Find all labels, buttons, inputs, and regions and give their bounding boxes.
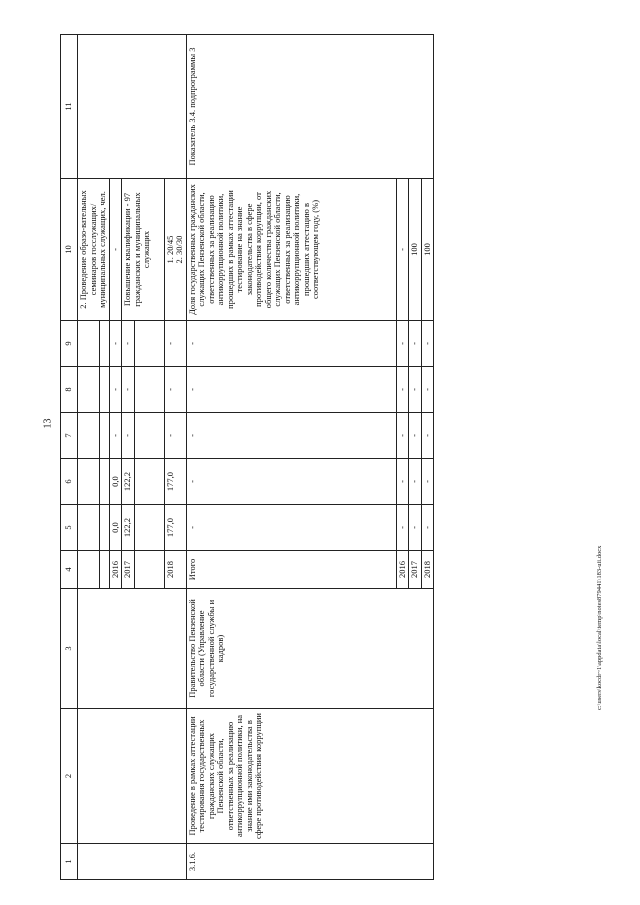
value-cell: - <box>421 459 434 505</box>
empty-cell <box>78 367 100 413</box>
empty-cell <box>78 413 100 459</box>
value-cell: - <box>109 413 122 459</box>
indicator-training: Повышение квалификации - 97 гражданских и муниципальных служащих <box>122 179 165 321</box>
value-cell: - <box>396 179 409 321</box>
value-cell: - <box>164 413 186 459</box>
value-cell: 177,0 <box>164 505 186 551</box>
value-cell: - <box>409 505 422 551</box>
empty-cell <box>99 505 109 551</box>
year-cell: 2018 <box>421 551 434 589</box>
header-cell: 1 <box>61 844 78 880</box>
empty-cell <box>78 505 100 551</box>
empty-cell <box>99 413 109 459</box>
empty-cell <box>134 367 164 413</box>
value-cell: - <box>409 321 422 367</box>
year-cell: 2017 <box>409 551 422 589</box>
page-number: 13 <box>42 418 54 429</box>
value-cell: 0,0 <box>109 505 122 551</box>
header-cell: 2 <box>61 709 78 844</box>
value-cell: - <box>421 505 434 551</box>
empty-cell <box>78 589 187 709</box>
value-cell: - <box>421 321 434 367</box>
value-cell: - <box>122 321 135 367</box>
value-cell: - <box>186 505 396 551</box>
value-cell: - <box>164 367 186 413</box>
value-cell: - <box>122 367 135 413</box>
header-cell: 5 <box>61 505 78 551</box>
header-cell: 11 <box>61 35 78 179</box>
rotated-table-container <box>60 35 600 880</box>
empty-cell <box>78 35 187 179</box>
value-cell: - <box>109 321 122 367</box>
year-cell: 2018 <box>164 551 186 589</box>
total-label: Итого <box>186 551 396 589</box>
value-cell: 100 <box>409 179 422 321</box>
header-cell: 4 <box>61 551 78 589</box>
activity-name: Проведение в рамках аттестации тестирования государственных гражданских служащих Пензенской области, ответственных за реализацию антикоррупционной политики, на знание ими законодательства в сфере противодействия коррупции <box>186 709 434 844</box>
value-cell: 177,0 <box>164 459 186 505</box>
value-cell: - <box>186 321 396 367</box>
empty-cell <box>78 844 187 880</box>
value-cell: - <box>396 505 409 551</box>
empty-cell <box>78 321 100 367</box>
value-cell: - <box>164 321 186 367</box>
empty-cell <box>134 551 164 589</box>
program-link: Показатель 3.4. подпрограммы 3 <box>186 35 434 179</box>
empty-cell <box>78 551 100 589</box>
value-cell: - <box>396 321 409 367</box>
value-cell: 122,2 <box>122 505 135 551</box>
value-cell: - <box>396 413 409 459</box>
value-cell: - <box>396 367 409 413</box>
empty-cell <box>134 321 164 367</box>
program-table <box>60 34 434 880</box>
empty-cell <box>99 551 109 589</box>
row-number: 3.1.6. <box>186 844 434 880</box>
header-cell: 10 <box>61 179 78 321</box>
executor: Правительство Пензенской области (Управление государственной службы и кадров) <box>186 589 434 709</box>
value-cell: 0,0 <box>109 459 122 505</box>
value-cell: - <box>186 459 396 505</box>
value-cell: - <box>409 367 422 413</box>
header-cell: 6 <box>61 459 78 505</box>
value-cell: - <box>109 367 122 413</box>
empty-cell <box>99 367 109 413</box>
value-cell: - <box>409 459 422 505</box>
header-cell: 8 <box>61 367 78 413</box>
value-cell: - <box>421 413 434 459</box>
value-cell: - <box>186 367 396 413</box>
header-cell: 9 <box>61 321 78 367</box>
year-cell: 2017 <box>122 551 135 589</box>
empty-cell <box>78 709 187 844</box>
header-cell: 3 <box>61 589 78 709</box>
value-cell: 100 <box>421 179 434 321</box>
empty-cell <box>134 505 164 551</box>
indicator-seminars: 2. Проведение образо-вательных семинаров госслужащих/ муниципальных служащих, чел. <box>78 179 110 321</box>
target-values: 1. 20/45 2. 30/30 <box>164 179 186 321</box>
empty-cell <box>78 459 100 505</box>
value-cell: - <box>109 179 122 321</box>
year-cell: 2016 <box>109 551 122 589</box>
value-cell: - <box>122 413 135 459</box>
value-cell: 122,2 <box>122 459 135 505</box>
value-cell: - <box>186 413 396 459</box>
header-cell: 7 <box>61 413 78 459</box>
empty-cell <box>134 459 164 505</box>
empty-cell <box>134 413 164 459</box>
indicator-testing-share: Доля государственных гражданских служащих Пензенской области, ответственных за реализацию антикоррупционной политики, прошедших в рамках аттестации тестирование на знание законодательства в сфере противодействия коррупции, от общего количества гражданских служащих Пензенской области, ответственных за реализацию антикоррупционной политики, прошедших аттестацию в соответствующем году, (%) <box>186 179 396 321</box>
empty-cell <box>99 459 109 505</box>
file-path-footer: c:\users\kocdr~1\appdata\local\temp\notes879441\183-uii.docx <box>596 545 603 710</box>
value-cell: - <box>409 413 422 459</box>
header-row <box>61 35 78 880</box>
empty-cell <box>99 321 109 367</box>
year-cell: 2016 <box>396 551 409 589</box>
value-cell: - <box>396 459 409 505</box>
value-cell: - <box>421 367 434 413</box>
